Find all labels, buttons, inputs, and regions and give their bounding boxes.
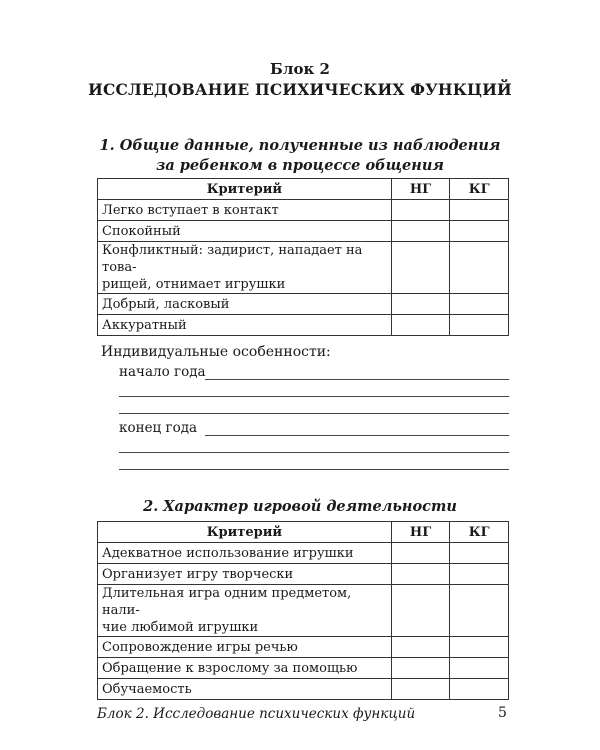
table-header-row <box>98 522 509 543</box>
column-kg: КГ <box>450 179 509 200</box>
observation-table <box>97 178 509 336</box>
criterion-cell: Организует игру творчески <box>98 564 392 585</box>
section1-title-line2: за ребенком в процессе общения <box>156 157 444 174</box>
ng-cell[interactable] <box>391 221 450 242</box>
table-row <box>98 564 509 585</box>
kg-cell[interactable] <box>450 585 509 637</box>
ng-cell[interactable] <box>391 585 450 637</box>
criterion-cell <box>98 585 392 637</box>
kg-cell[interactable] <box>450 315 509 336</box>
criterion-cell: Обучаемость <box>98 679 392 700</box>
section1-title <box>0 136 600 176</box>
play-activity-table <box>97 521 509 700</box>
end-of-year-label: конец года <box>119 420 198 436</box>
kg-cell[interactable] <box>450 242 509 294</box>
table-row <box>98 242 509 294</box>
kg-cell[interactable] <box>450 658 509 679</box>
criterion-line: рищей, отнимает игрушки <box>102 277 286 292</box>
write-line[interactable] <box>119 413 509 414</box>
write-line[interactable] <box>119 469 509 470</box>
kg-cell[interactable] <box>450 679 509 700</box>
table-row <box>98 658 509 679</box>
column-criterion: Критерий <box>98 179 392 200</box>
running-footer: Блок 2. Исследование психических функций <box>97 706 416 722</box>
page-number: 5 <box>498 705 507 721</box>
criterion-cell: Адекватное использование игрушки <box>98 543 392 564</box>
criterion-line: Конфликтный: задирист, нападает на това- <box>102 243 363 275</box>
write-line[interactable] <box>205 435 509 436</box>
ng-cell[interactable] <box>391 637 450 658</box>
kg-cell[interactable] <box>450 543 509 564</box>
individual-features-label: Индивидуальные особенности: <box>101 344 331 360</box>
table-row <box>98 637 509 658</box>
criterion-cell: Добрый, ласковый <box>98 294 392 315</box>
criterion-line: Длительная игра одним предметом, нали- <box>102 586 352 618</box>
column-ng: НГ <box>391 179 450 200</box>
criterion-cell <box>98 242 392 294</box>
ng-cell[interactable] <box>391 294 450 315</box>
column-ng: НГ <box>391 522 450 543</box>
write-line[interactable] <box>119 396 509 397</box>
criterion-line: чие любимой игрушки <box>102 620 259 635</box>
criterion-cell: Аккуратный <box>98 315 392 336</box>
ng-cell[interactable] <box>391 658 450 679</box>
write-line[interactable] <box>205 379 509 380</box>
table-row <box>98 543 509 564</box>
table-row <box>98 315 509 336</box>
page-title: ИССЛЕДОВАНИЕ ПСИХИЧЕСКИХ ФУНКЦИЙ <box>88 80 512 99</box>
criterion-cell: Сопровождение игры речью <box>98 637 392 658</box>
ng-cell[interactable] <box>391 543 450 564</box>
table-row <box>98 221 509 242</box>
kg-cell[interactable] <box>450 221 509 242</box>
criterion-cell: Легко вступает в контакт <box>98 200 392 221</box>
ng-cell[interactable] <box>391 200 450 221</box>
kg-cell[interactable] <box>450 564 509 585</box>
column-kg: КГ <box>450 522 509 543</box>
section2-title: 2. Характер игровой деятельности <box>143 498 457 515</box>
criterion-cell: Обращение к взрослому за помощью <box>98 658 392 679</box>
ng-cell[interactable] <box>391 564 450 585</box>
criterion-cell: Спокойный <box>98 221 392 242</box>
table-header-row <box>98 179 509 200</box>
kg-cell[interactable] <box>450 200 509 221</box>
table-row <box>98 200 509 221</box>
block-label: Блок 2 <box>270 60 330 78</box>
kg-cell[interactable] <box>450 637 509 658</box>
section1-title-line1: 1. Общие данные, полученные из наблюдения <box>99 137 501 154</box>
write-line[interactable] <box>119 452 509 453</box>
column-criterion: Критерий <box>98 522 392 543</box>
kg-cell[interactable] <box>450 294 509 315</box>
table-row <box>98 585 509 637</box>
ng-cell[interactable] <box>391 242 450 294</box>
table-row <box>98 679 509 700</box>
ng-cell[interactable] <box>391 679 450 700</box>
start-of-year-label: начало года <box>119 364 206 380</box>
ng-cell[interactable] <box>391 315 450 336</box>
table-row <box>98 294 509 315</box>
